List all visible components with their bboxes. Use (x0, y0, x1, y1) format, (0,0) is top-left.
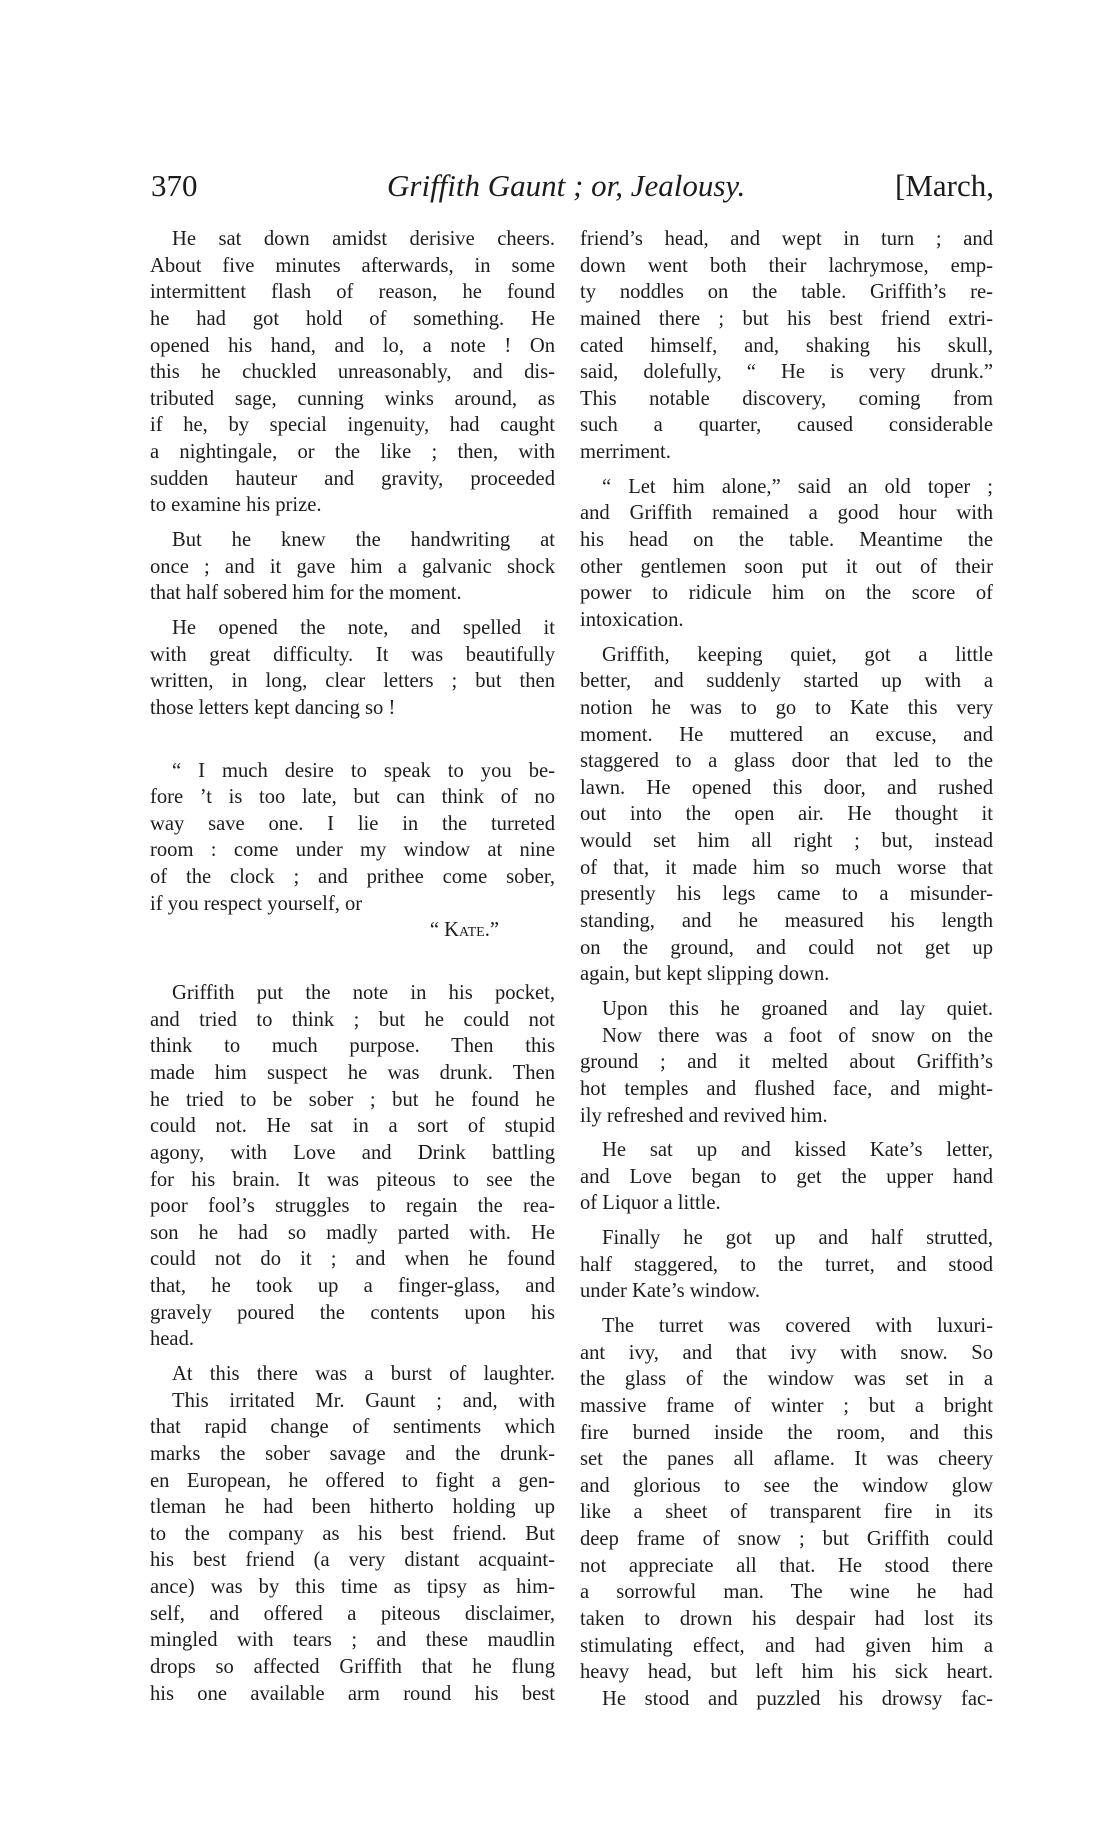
text-line: that, he took up a finger-glass, and (150, 1275, 555, 1298)
text-line: cated himself, and, shaking his skull, (580, 334, 993, 357)
text-line: half staggered, to the turret, and stood (580, 1253, 993, 1276)
paragraph-gap (150, 722, 555, 758)
text-line: gravely poured the contents upon his (150, 1301, 555, 1324)
text-line: son he had so madly parted with. He (150, 1221, 555, 1244)
header-date: [March, (895, 168, 994, 203)
text-line: on the ground, and could not get up (580, 936, 993, 959)
text-line: intoxication. (580, 608, 684, 631)
text-line: He sat up and kissed Kate’s letter, (602, 1139, 993, 1162)
text-line: deep frame of snow ; but Griffith could (580, 1528, 993, 1551)
text-line: standing, and he measured his length (580, 910, 993, 933)
text-line: head. (150, 1328, 195, 1351)
text-line: that rapid change of sentiments which (150, 1416, 555, 1439)
text-line: lawn. He opened this door, and rushed (580, 776, 993, 799)
text-line: intermittent flash of reason, he found (150, 281, 555, 304)
text-line: ty noddles on the table. Griffith’s re- (580, 281, 993, 304)
text-line: such a quarter, caused considerable (580, 414, 993, 437)
text-line: drops so affected Griffith that he flung (150, 1656, 555, 1679)
right-column (580, 226, 993, 1713)
text-line: and Love began to get the upper hand (580, 1165, 993, 1188)
text-line: marks the sober savage and the drunk- (150, 1442, 555, 1465)
text-line: stimulating effect, and had given him a (580, 1634, 993, 1657)
text-line: would set him all right ; but, instead (580, 830, 993, 853)
text-line: “ I much desire to speak to you be- (172, 759, 555, 782)
text-line: better, and suddenly started up with a (580, 670, 993, 693)
paragraph-gap (580, 988, 993, 996)
paragraph-gap (150, 607, 555, 615)
text-line: This notable discovery, coming from (580, 387, 993, 410)
paragraph-gap (150, 519, 555, 527)
text-line: and Griffith remained a good hour with (580, 502, 993, 525)
text-line: other gentlemen soon put it out of their (580, 555, 993, 578)
text-line: and tried to think ; but he could not (150, 1008, 555, 1031)
paragraph-gap (150, 1353, 555, 1361)
paragraph-gap (580, 1129, 993, 1137)
text-line: of Liquor a little. (580, 1192, 721, 1215)
text-line: tributed sage, cunning winks around, as (150, 387, 555, 410)
text-line: Finally he got up and half strutted, (602, 1227, 993, 1250)
letter-signature: “ Kate.” (429, 919, 499, 942)
text-line: merriment. (580, 441, 671, 464)
text-line: Upon this he groaned and lay quiet. (602, 997, 993, 1020)
text-line: opened his hand, and lo, a note ! On (150, 334, 555, 357)
text-line: At this there was a burst of laughter. (172, 1362, 555, 1385)
text-line: notion he was to go to Kate this very (580, 696, 993, 719)
paragraph-gap (150, 944, 555, 980)
text-line: He opened the note, and spelled it (172, 616, 555, 639)
text-line: his one available arm round his best (150, 1682, 555, 1705)
text-line: “ Let him alone,” said an old toper ; (602, 475, 993, 498)
text-line: presently his legs came to a misunder- (580, 883, 993, 906)
text-line: his head on the table. Meantime the (580, 529, 993, 552)
text-line: his best friend (a very distant acquaint- (150, 1549, 555, 1572)
text-line: of the clock ; and prithee come sober, (150, 866, 555, 889)
paragraph-gap (580, 1305, 993, 1313)
text-line: Now there was a foot of snow on the (602, 1024, 993, 1047)
text-line: if you respect yourself, or (150, 892, 363, 915)
text-line: Griffith put the note in his pocket, (172, 982, 555, 1005)
text-line: But he knew the handwriting at (172, 529, 555, 552)
text-line: think to much purpose. Then this (150, 1035, 555, 1058)
text-line: said, dolefully, “ He is very drunk.” (580, 361, 993, 384)
text-line: under Kate’s window. (580, 1280, 760, 1303)
text-line: fire burned inside the room, and this (580, 1421, 993, 1444)
text-line: massive frame of winter ; but a bright (580, 1394, 993, 1417)
text-line: could not do it ; and when he found (150, 1248, 555, 1271)
paragraph-gap (580, 634, 993, 642)
text-line: that half sobered him for the moment. (150, 582, 462, 605)
text-line: down went both their lachrymose, emp- (580, 254, 993, 277)
text-line: fore ’t is too late, but can think of no (150, 786, 555, 809)
text-line: again, but kept slipping down. (580, 963, 830, 986)
text-line: mingled with tears ; and these maudlin (150, 1629, 555, 1652)
text-line: taken to drown his despair had lost its (580, 1608, 993, 1631)
text-line: Griffith, keeping quiet, got a little (602, 643, 993, 666)
text-line: hot temples and flushed face, and might- (580, 1077, 993, 1100)
page-number: 370 (151, 168, 198, 203)
text-line: friend’s head, and wept in turn ; and (580, 228, 993, 250)
text-line: staggered to a glass door that led to the (580, 750, 993, 773)
text-line: room : come under my window at nine (150, 839, 555, 862)
paragraph-gap (580, 466, 993, 474)
text-line: ily refreshed and revived him. (580, 1104, 828, 1127)
text-line: he tried to be sober ; but he found he (150, 1088, 555, 1111)
text-line: and glorious to see the window glow (580, 1474, 993, 1497)
text-line: About five minutes afterwards, in some (150, 254, 555, 277)
text-line: agony, with Love and Drink battling (150, 1141, 555, 1164)
text-line: a sorrowful man. The wine he had (580, 1581, 993, 1604)
text-line: set the panes all aflame. It was cheery (580, 1448, 993, 1471)
text-line: This irritated Mr. Gaunt ; and, with (172, 1389, 555, 1412)
text-line: if he, by special ingenuity, had caught (150, 414, 555, 437)
text-line: heavy head, but left him his sick heart. (580, 1661, 993, 1684)
text-line: self, and offered a piteous disclaimer, (150, 1602, 555, 1625)
text-line: he had got hold of something. He (150, 307, 555, 330)
text-line: written, in long, clear letters ; but then (150, 670, 555, 693)
text-line: not appreciate all that. He stood there (580, 1554, 993, 1577)
text-line: power to ridicule him on the score of (580, 582, 993, 605)
text-line: en European, he offered to fight a gen- (150, 1469, 555, 1492)
text-line: The turret was covered with luxuri- (602, 1314, 993, 1337)
text-line: moment. He muttered an excuse, and (580, 723, 993, 746)
text-line: ant ivy, and that ivy with snow. So (580, 1341, 993, 1364)
text-line: poor fool’s struggles to regain the rea- (150, 1195, 555, 1218)
text-line: to the company as his best friend. But (150, 1522, 555, 1545)
text-line: for his brain. It was piteous to see the (150, 1168, 555, 1191)
text-line: the glass of the window was set in a (580, 1368, 993, 1391)
text-line: those letters kept dancing so ! (150, 696, 396, 719)
text-line: mained there ; but his best friend extri- (580, 307, 993, 330)
text-line: once ; and it gave him a galvanic shock (150, 555, 555, 578)
text-line: a nightingale, or the like ; then, with (150, 441, 555, 464)
running-header (151, 168, 994, 208)
text-line: of that, it made him so much worse that (580, 856, 993, 879)
paragraph-gap (580, 1217, 993, 1225)
text-line: could not. He sat in a sort of stupid (150, 1115, 555, 1138)
text-line: this he chuckled unreasonably, and dis- (150, 361, 555, 384)
text-line: ground ; and it melted about Griffith’s (580, 1051, 993, 1074)
left-column (150, 226, 555, 1707)
text-line: out into the open air. He thought it (580, 803, 993, 826)
text-line: He sat down amidst derisive cheers. (172, 228, 555, 250)
text-line: like a sheet of transparent fire in its (580, 1501, 993, 1524)
running-title: Griffith Gaunt ; or, Jealousy. (387, 168, 746, 203)
text-line: ance) was by this time as tipsy as him- (150, 1576, 555, 1599)
text-line: way save one. I lie in the turreted (150, 812, 555, 835)
text-line: to examine his prize. (150, 494, 322, 517)
text-line: He stood and puzzled his drowsy fac- (602, 1687, 993, 1710)
text-line: with great difficulty. It was beautifully (150, 643, 555, 666)
text-line: made him suspect he was drunk. Then (150, 1061, 555, 1084)
text-line: tleman he had been hitherto holding up (150, 1496, 555, 1519)
text-line: sudden hauteur and gravity, proceeded (150, 467, 555, 490)
